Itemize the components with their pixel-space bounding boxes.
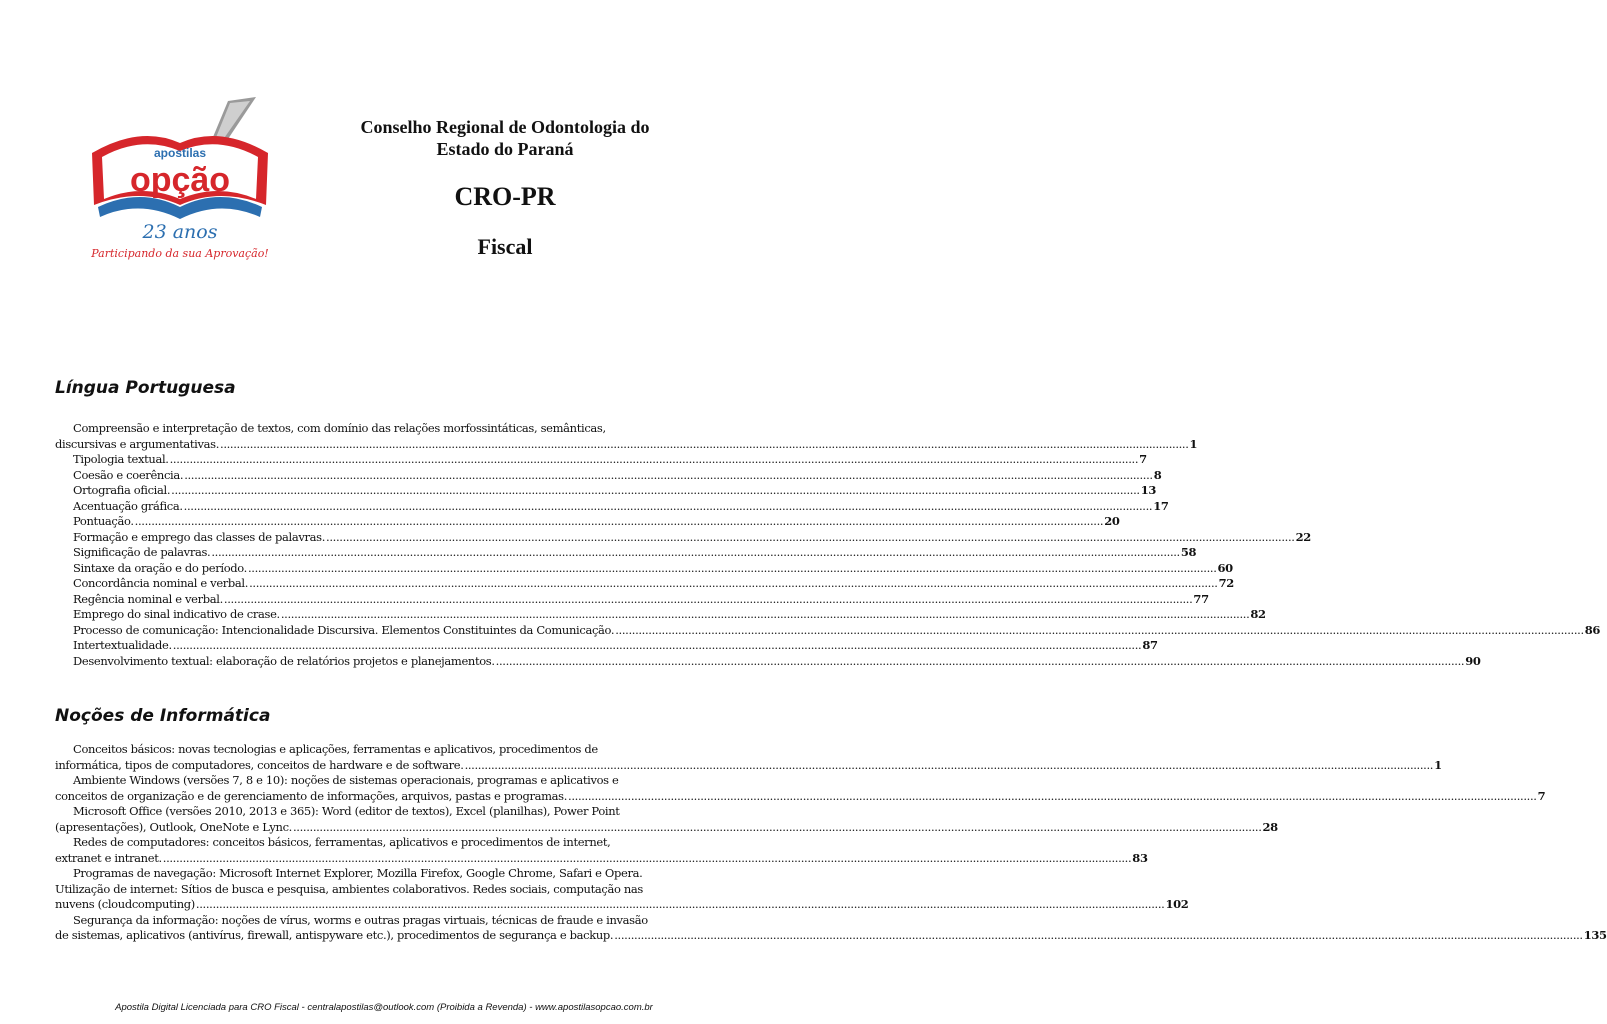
toc-entry-line: Segurança da informação: noções de vírus, worms e outras pragas virtuais, técnicas de fraude e invasão bbox=[73, 912, 648, 927]
toc-entry bbox=[55, 773, 1546, 804]
dot-leader bbox=[173, 638, 1142, 654]
toc-page-number: 7 bbox=[1537, 788, 1546, 803]
dot-leader bbox=[220, 437, 1189, 453]
toc-entry-last-line bbox=[55, 483, 1156, 499]
section-title-nocoes-informatica: Noções de Informática bbox=[55, 706, 271, 726]
toc-entry-line: Conceitos básicos: novas tecnologias e aplicações, ferramentas e aplicativos, procedimentos de bbox=[73, 742, 598, 756]
toc-entry-last-line bbox=[55, 638, 1158, 654]
toc-entry-line: Redes de computadores: conceitos básicos, ferramentas, aplicativos e procedimentos de internet, bbox=[73, 835, 611, 849]
toc-entry-text: Formação e emprego das classes de palavras. bbox=[73, 529, 326, 544]
toc-page-number: 82 bbox=[1250, 607, 1266, 621]
toc-entry-last-line bbox=[55, 897, 1189, 913]
toc-page-number: 77 bbox=[1193, 591, 1209, 606]
toc-entry-text: Intertextualidade. bbox=[73, 638, 172, 652]
toc-entry bbox=[55, 452, 1147, 468]
toc-entry bbox=[55, 483, 1156, 499]
dot-leader bbox=[293, 820, 1262, 836]
toc-entry-text: Tipologia textual. bbox=[73, 452, 169, 466]
dot-leader bbox=[326, 530, 1295, 546]
toc-entry-text: Sintaxe da oração e do período. bbox=[73, 560, 247, 575]
toc-page-number: 8 bbox=[1153, 467, 1162, 482]
toc-entry-text: Regência nominal e verbal. bbox=[73, 591, 223, 606]
dot-leader bbox=[568, 789, 1537, 805]
toc-entry bbox=[55, 835, 1148, 866]
dot-leader bbox=[248, 561, 1217, 577]
apostilas-opcao-logo bbox=[80, 95, 280, 265]
toc-page-number: 90 bbox=[1465, 653, 1481, 668]
logo-tagline-text: Participando da sua Aprovação! bbox=[91, 247, 269, 260]
toc-entry-text: (apresentações), Outlook, OneNote e Lync. bbox=[55, 819, 292, 834]
toc-entry-last-line bbox=[55, 452, 1147, 468]
toc-page-number: 135 bbox=[1583, 928, 1607, 942]
toc-page-number: 20 bbox=[1104, 514, 1120, 528]
toc-entry-text: Processo de comunicação: Intencionalidade Discursiva. Elementos Constituintes da Comunicação. bbox=[73, 622, 615, 637]
toc-entry-line: Microsoft Office (versões 2010, 2013 e 365): Word (editor de textos), Excel (planilhas), Power Point bbox=[73, 804, 620, 818]
toc-entry bbox=[55, 653, 1481, 670]
dot-leader bbox=[163, 851, 1132, 867]
toc-entry-text: informática, tipos de computadores, conceitos de hardware e de software. bbox=[55, 757, 464, 772]
logo-main-text: opção bbox=[129, 161, 231, 199]
toc-entry-last-line bbox=[55, 560, 1233, 577]
toc-entry-text: de sistemas, aplicativos (antivírus, firewall, antispyware etc.), procedimentos de segurança e backup. bbox=[55, 928, 614, 942]
toc-entry bbox=[55, 912, 1607, 944]
toc-entry-last-line bbox=[55, 928, 1607, 944]
toc-page-number: 60 bbox=[1217, 560, 1233, 575]
toc-entry-last-line bbox=[55, 819, 1278, 836]
toc-page-number: 58 bbox=[1180, 545, 1197, 559]
dot-leader bbox=[196, 897, 1165, 913]
toc-entry-text: nuvens (cloudcomputing) bbox=[55, 897, 195, 911]
toc-entry-last-line bbox=[55, 850, 1148, 867]
toc-entry-last-line bbox=[55, 591, 1209, 608]
toc-entry bbox=[55, 742, 1442, 773]
toc-entry bbox=[55, 591, 1209, 608]
toc-lingua-portuguesa bbox=[55, 421, 1601, 669]
toc-page-number: 22 bbox=[1295, 529, 1311, 544]
toc-entry-line: Utilização de internet: Sítios de busca e pesquisa, ambientes colaborativos. Redes sociais, computação nas bbox=[55, 881, 643, 896]
toc-entry-text: Acentuação gráfica. bbox=[73, 498, 183, 513]
toc-page-number: 1 bbox=[1189, 436, 1198, 451]
dot-leader bbox=[184, 499, 1153, 515]
toc-entry-last-line bbox=[55, 576, 1234, 592]
organization-name-line2: Estado do Paraná bbox=[436, 139, 574, 159]
toc-entry bbox=[55, 421, 1198, 452]
toc-entry-text: Concordância nominal e verbal. bbox=[73, 576, 249, 590]
toc-page-number: 28 bbox=[1262, 819, 1278, 834]
toc-entry-last-line bbox=[55, 607, 1266, 623]
toc-entry-text: Significação de palavras. bbox=[73, 545, 211, 559]
dot-leader bbox=[170, 452, 1139, 468]
toc-entry-text: Desenvolvimento textual: elaboração de relatórios projetos e planejamentos. bbox=[73, 653, 495, 668]
toc-entry bbox=[55, 804, 1278, 835]
toc-entry-last-line bbox=[55, 467, 1162, 484]
document-header bbox=[300, 116, 710, 260]
section-title-lingua-portuguesa: Língua Portuguesa bbox=[55, 378, 236, 398]
toc-entry bbox=[55, 467, 1162, 484]
toc-entry bbox=[55, 607, 1266, 623]
dot-leader bbox=[281, 607, 1250, 623]
toc-entry-text: discursivas e argumentativas. bbox=[55, 436, 220, 451]
page-footer: Apostila Digital Licenciada para CRO Fiscal - centralapostilas@outlook.com (Proibida a Revenda) - www.apostilasopcao.com.br bbox=[115, 1002, 653, 1013]
toc-page-number: 13 bbox=[1140, 483, 1156, 497]
toc-entry-last-line bbox=[55, 788, 1546, 805]
toc-entry-line: Ambiente Windows (versões 7, 8 e 10): noções de sistemas operacionais, programas e aplicativos e bbox=[73, 773, 619, 787]
toc-entry-line: Programas de navegação: Microsoft Internet Explorer, Mozilla Firefox, Google Chrome, Safari e Opera. bbox=[73, 866, 643, 880]
toc-entry-last-line bbox=[55, 757, 1442, 774]
dot-leader bbox=[496, 654, 1465, 670]
toc-page-number: 83 bbox=[1132, 850, 1148, 865]
dot-leader bbox=[615, 623, 1584, 639]
dot-leader bbox=[184, 468, 1153, 484]
toc-nocoes-informatica bbox=[55, 742, 1607, 944]
dot-leader bbox=[249, 576, 1218, 592]
organization-name-line1: Conselho Regional de Odontologia do bbox=[360, 117, 650, 137]
dot-leader bbox=[614, 928, 1583, 944]
logo-top-text: apostilas bbox=[153, 146, 207, 160]
toc-page-number: 87 bbox=[1142, 638, 1158, 652]
organization-code: CRO-PR bbox=[454, 182, 556, 211]
toc-entry bbox=[55, 622, 1601, 639]
toc-entry-line: Compreensão e interpretação de textos, com domínio das relações morfossintáticas, semânticas, bbox=[73, 421, 606, 435]
dot-leader bbox=[135, 514, 1104, 530]
toc-entry bbox=[55, 529, 1311, 546]
toc-entry bbox=[55, 560, 1233, 577]
toc-page-number: 17 bbox=[1153, 498, 1169, 513]
toc-entry-last-line bbox=[55, 529, 1311, 546]
toc-entry-text: extranet e intranet. bbox=[55, 850, 162, 865]
dot-leader bbox=[211, 545, 1180, 561]
toc-page-number: 86 bbox=[1584, 622, 1601, 637]
toc-entry bbox=[55, 498, 1169, 515]
toc-page-number: 102 bbox=[1165, 897, 1189, 911]
dot-leader bbox=[465, 758, 1434, 774]
toc-entry bbox=[55, 576, 1234, 592]
toc-entry-text: conceitos de organização e de gerenciamento de informações, arquivos, pastas e programas. bbox=[55, 788, 568, 803]
toc-entry-text: Coesão e coerência. bbox=[73, 467, 184, 482]
toc-entry bbox=[55, 866, 1189, 913]
dot-leader bbox=[224, 592, 1193, 608]
job-role: Fiscal bbox=[477, 234, 533, 259]
toc-entry-last-line bbox=[55, 545, 1197, 561]
toc-page-number: 1 bbox=[1434, 757, 1442, 772]
toc-entry bbox=[55, 545, 1197, 561]
toc-entry-text: Pontuação. bbox=[73, 514, 134, 528]
toc-entry-last-line bbox=[55, 498, 1169, 515]
toc-entry bbox=[55, 638, 1158, 654]
toc-entry-text: Emprego do sinal indicativo de crase. bbox=[73, 607, 280, 621]
toc-page-number: 7 bbox=[1139, 452, 1147, 466]
toc-entry-text: Ortografia oficial. bbox=[73, 483, 171, 497]
toc-page-number: 72 bbox=[1218, 576, 1234, 590]
toc-entry-last-line bbox=[55, 514, 1120, 530]
toc-entry-last-line bbox=[55, 436, 1198, 453]
dot-leader bbox=[171, 483, 1140, 499]
toc-entry-last-line bbox=[55, 622, 1601, 639]
logo-years-text: 23 anos bbox=[142, 221, 218, 243]
toc-entry-last-line bbox=[55, 653, 1481, 670]
toc-entry bbox=[55, 514, 1120, 530]
